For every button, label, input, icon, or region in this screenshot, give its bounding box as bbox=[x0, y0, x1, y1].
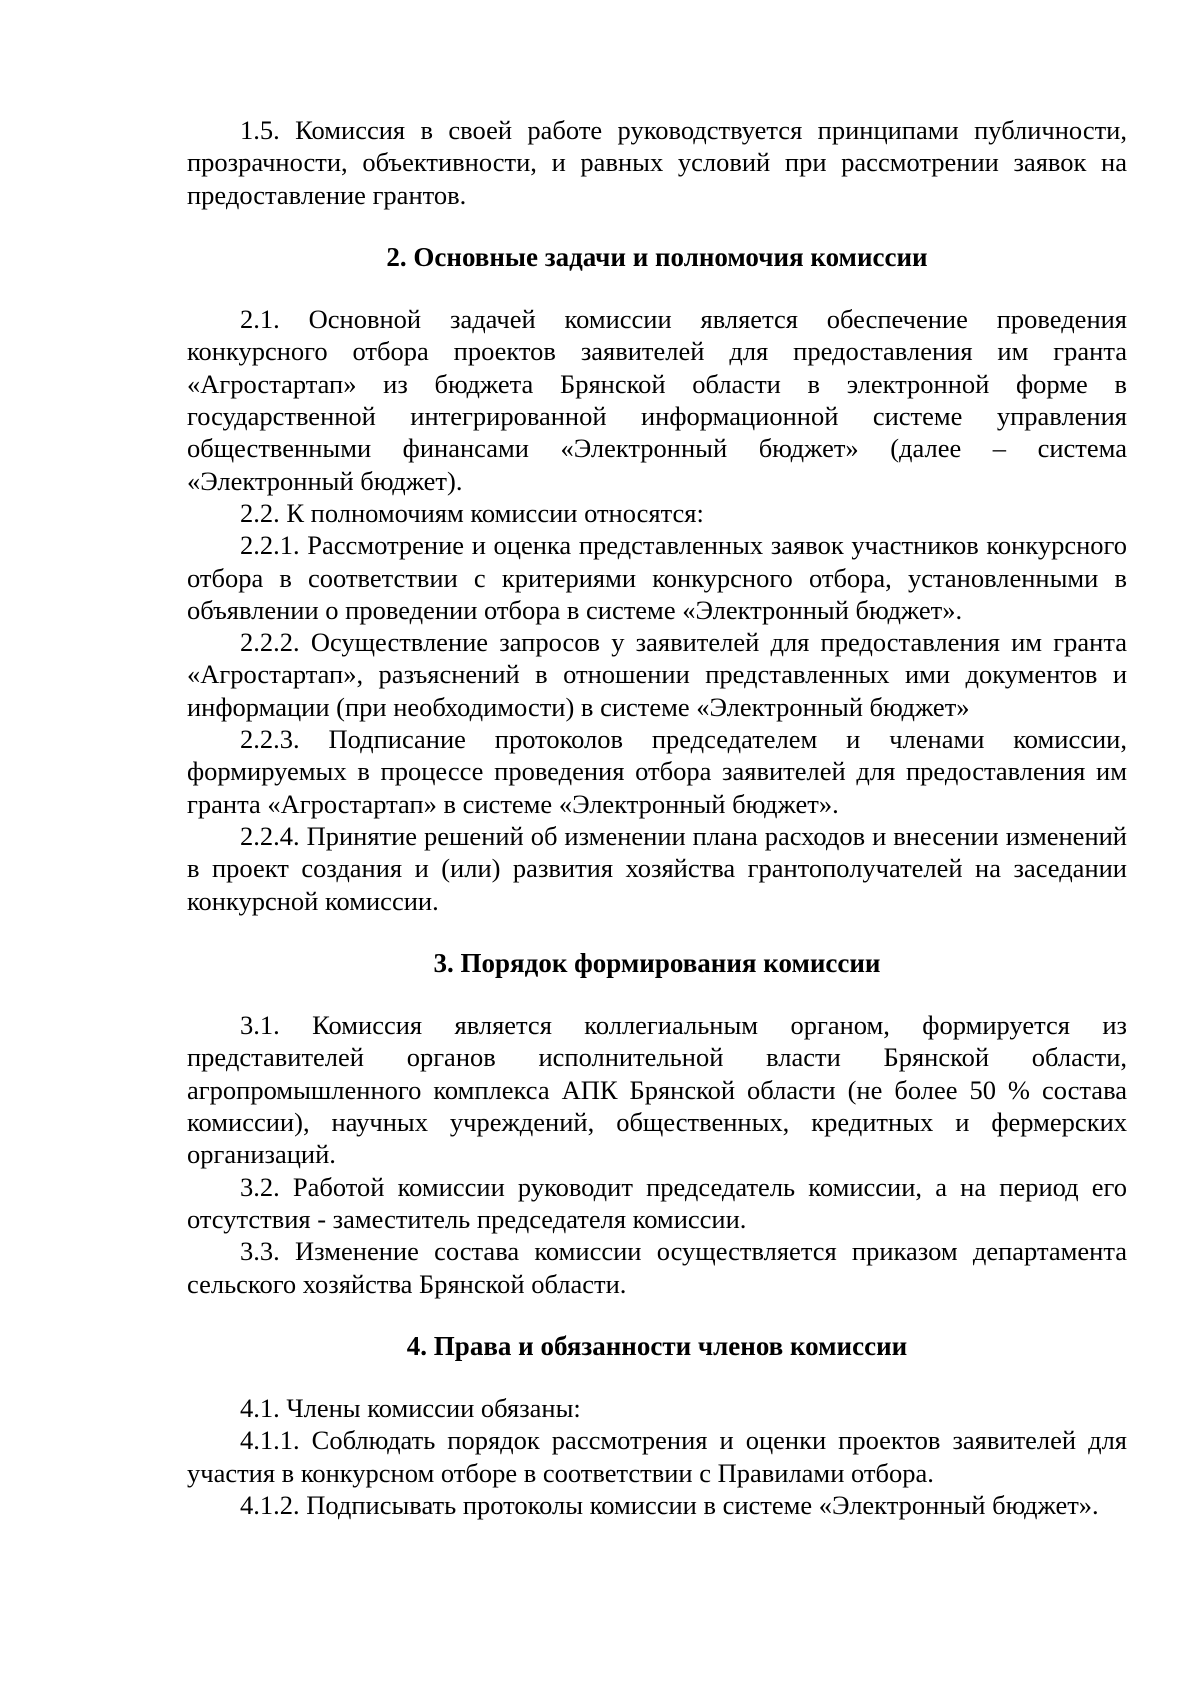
clause-2-2-2: 2.2.2. Осуществление запросов у заявителей для предоставления им гранта «Агростартап», разъяснений в отношении представленных ими документов и информации (при необходимости) в системе «Электронный бюджет» bbox=[187, 627, 1127, 722]
clause-4-1-1: 4.1.1. Соблюдать порядок рассмотрения и оценки проектов заявителей для участия в конкурсном отборе в соответствии с Правилами отбора. bbox=[187, 1425, 1127, 1488]
clause-2-2-1: 2.2.1. Рассмотрение и оценка представленных заявок участников конкурсного отбора в соответствии с критериями конкурсного отбора, установленными в объявлении о проведении отбора в системе «Электронный бюджет». bbox=[187, 530, 1127, 625]
section-4-heading: 4. Права и обязанности членов комиссии bbox=[406, 1330, 908, 1361]
clause-2-2-4: 2.2.4. Принятие решений об изменении плана расходов и внесении изменений в проект создания и (или) развития хозяйства грантополучателей на заседании конкурсной комиссии. bbox=[187, 820, 1127, 916]
section-2-heading: 2. Основные задачи и полномочия комиссии bbox=[386, 241, 928, 272]
clause-3-3: 3.3. Изменение состава комиссии осуществляется приказом департамента сельского хозяйства Брянской области. bbox=[187, 1236, 1127, 1299]
clause-2-2-3: 2.2.3. Подписание протоколов председателем и членами комиссии, формируемых в процессе проведения отбора заявителей для предоставления им гранта «Агростартап» в системе «Электронный бюджет». bbox=[187, 724, 1127, 819]
section-3-heading: 3. Порядок формирования комиссии bbox=[433, 947, 881, 978]
clause-2-1: 2.1. Основной задачей комиссии является обеспечение проведения конкурсного отбора проектов заявителей для предоставления им гранта «Агростартап» из бюджета Брянской области в электронной форме в государственной интегрированной информационной системе управления общественными финансами «Электронный бюджет» (далее – система «Электронный бюджет). bbox=[187, 304, 1127, 496]
clause-4-1: 4.1. Члены комиссии обязаны: bbox=[240, 1393, 581, 1424]
clause-3-1: 3.1. Комиссия является коллегиальным органом, формируется из представителей органов исполнительной власти Брянской области, агропромышленного комплекса АПК Брянской области (не более 50 % состава комиссии), научных учреждений, общественных, кредитных и фермерских организаций. bbox=[187, 1010, 1127, 1170]
clause-4-1-2: 4.1.2. Подписывать протоколы комиссии в системе «Электронный бюджет». bbox=[240, 1489, 1099, 1520]
document-body bbox=[187, 114, 1127, 1521]
clause-1-5: 1.5. Комиссия в своей работе руководствуется принципами публичности, прозрачности, объективности, и равных условий при рассмотрении заявок на предоставление грантов. bbox=[187, 115, 1127, 210]
clause-3-2: 3.2. Работой комиссии руководит председатель комиссии, а на период его отсутствия - заместитель председателя комиссии. bbox=[187, 1171, 1127, 1234]
clause-2-2: 2.2. К полномочиям комиссии относятся: bbox=[240, 497, 704, 528]
